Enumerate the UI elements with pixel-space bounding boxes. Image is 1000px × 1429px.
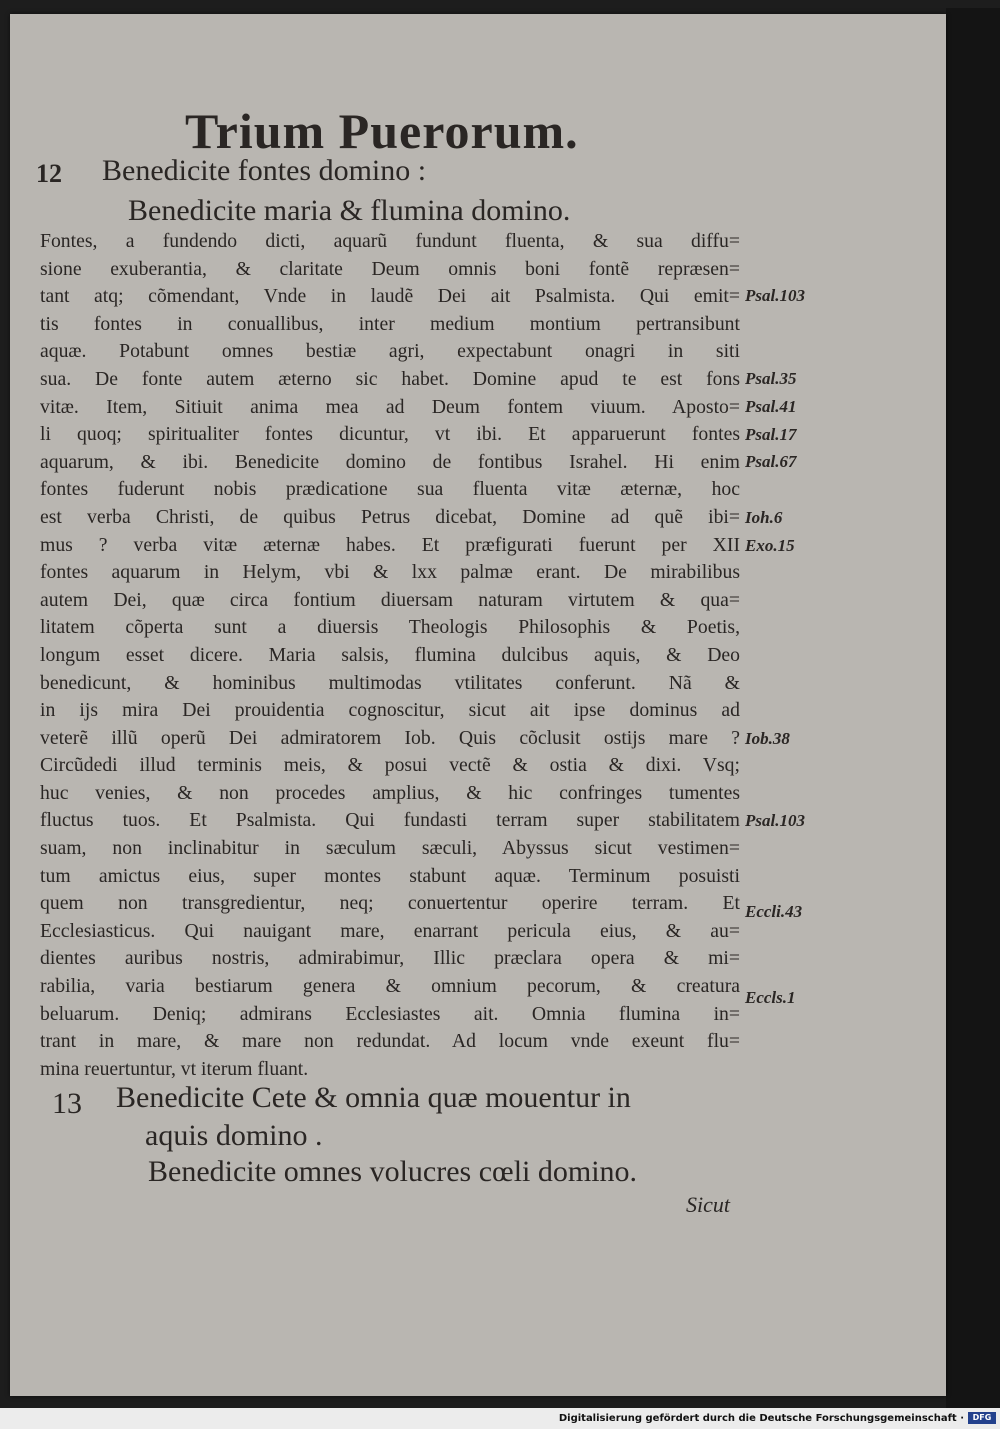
marginal-note: Eccls.1: [745, 988, 796, 1007]
commentary-line: suam, non inclinabitur in sæculum sæculi, Abyssus sicut vestimen=: [40, 837, 740, 860]
commentary-line: longum esset dicere. Maria salsis, flumina dulcibus aquis, & Deo: [40, 643, 740, 666]
commentary-line: Fontes, a fundendo dicti, aquarũ fundunt fluenta, & sua diffu=: [40, 230, 740, 252]
book-page: [10, 14, 946, 1396]
verse-12-line-2: Benedicite maria & flumina domino.: [128, 194, 571, 227]
commentary-line: in ijs mira Dei prouidentia cognoscitur, sicut ait ipse dominus ad: [40, 699, 740, 722]
commentary-line: trant in mare, & mare non redundat. Ad locum vnde exeunt flu=: [40, 1030, 740, 1053]
marginal-note: Psal.103: [745, 286, 805, 305]
commentary-line: vitæ. Item, Sitiuit anima mea ad Deum fontem viuum. Aposto=: [40, 395, 740, 418]
marginal-note: Psal.67: [745, 452, 797, 471]
marginal-note: Psal.35: [745, 369, 797, 388]
commentary-line: fontes aquarum in Helym, vbi & lxx palmæ erant. De mirabilibus: [40, 561, 740, 584]
marginal-note: Psal.17: [745, 425, 797, 444]
commentary-line: fluctus tuos. Et Psalmista. Qui fundasti terram super stabilitatem: [40, 809, 740, 832]
verse-13-line-3: Benedicite omnes volucres cœli domino.: [148, 1155, 638, 1188]
commentary-paragraph: [40, 228, 740, 1083]
dfg-logo: DFG: [968, 1412, 996, 1424]
marginal-note: Psal.103: [745, 811, 805, 830]
commentary-line: veterẽ illũ operũ Dei admiratorem Iob. Quis cõclusit ostijs mare ?: [40, 726, 740, 749]
catchword: Sicut: [686, 1192, 730, 1217]
commentary-line: tum amictus eius, super montes stabunt aquæ. Terminum posuisti: [40, 864, 740, 887]
commentary-line: rabilia, varia bestiarum genera & omnium pecorum, & creatura: [40, 975, 740, 998]
marginal-note: Exo.15: [745, 536, 795, 555]
commentary-line: Circũdedi illud terminis meis, & posui vectẽ & ostia & dixi. Vsq;: [40, 754, 740, 777]
marginal-note: Iob.38: [745, 729, 790, 748]
commentary-line: sione exuberantia, & claritate Deum omnis boni fontẽ repræsen=: [40, 257, 740, 280]
verse-13-line-1: Benedicite Cete & omnia quæ mouentur in: [116, 1081, 631, 1114]
verse-12-line-1: Benedicite fontes domino :: [102, 154, 427, 187]
commentary-line: tant atq; cõmendant, Vnde in laudẽ Dei ait Psalmista. Qui emit=: [40, 285, 740, 308]
commentary-line: sua. De fonte autem æterno sic habet. Domine apud te est fons: [40, 367, 740, 390]
commentary-line: tis fontes in conuallibus, inter medium montium pertransibunt: [40, 312, 740, 335]
digitization-footer: [0, 1408, 1000, 1429]
page-edge-shadow: [946, 8, 1000, 1408]
verse-number-12: 12: [36, 159, 62, 188]
marginal-note: Eccli.43: [745, 902, 803, 921]
commentary-line: beluarum. Deniq; admirans Ecclesiastes ait. Omnia flumina in=: [40, 1002, 740, 1025]
commentary-line: quem non transgredientur, neq; conuertentur operire terram. Et: [40, 892, 740, 915]
marginal-note: Psal.41: [745, 397, 797, 416]
commentary-line: est verba Christi, de quibus Petrus dicebat, Domine ad quẽ ibi=: [40, 505, 740, 528]
funding-credit: Digitalisierung gefördert durch die Deutsche Forschungsgemeinschaft ·: [558, 1413, 964, 1424]
commentary-line: benedicunt, & hominibus multimodas vtilitates conferunt. Nã &: [40, 671, 740, 694]
commentary-line: fontes fuderunt nobis prædicatione sua fluenta vitæ æternæ, hoc: [40, 478, 740, 501]
commentary-line: Ecclesiasticus. Qui nauigant mare, enarrant pericula eius, & au=: [40, 919, 740, 942]
commentary-line: li quoq; spiritualiter fontes dicuntur, vt ibi. Et apparuerunt fontes: [40, 423, 740, 446]
commentary-line: dientes auribus nostris, admirabimur, Illic præclara opera & mi=: [40, 947, 740, 970]
verse-number-13: 13: [52, 1087, 82, 1120]
commentary-line: litatem cõperta sunt a diuersis Theologis Philosophis & Poetis,: [40, 616, 740, 639]
commentary-line: autem Dei, quæ circa fontium diuersam naturam virtutem & qua=: [40, 588, 740, 611]
commentary-line: aquarum, & ibi. Benedicite domino de fontibus Israhel. Hi enim: [40, 450, 740, 473]
commentary-line: mina reuertuntur, vt iterum fluant.: [40, 1057, 309, 1080]
commentary-line: mus ? verba vitæ æternæ habes. Et præfigurati fuerunt per XII: [40, 533, 740, 556]
commentary-line: aquæ. Potabunt omnes bestiæ agri, expectabunt onagri in siti: [40, 340, 740, 363]
marginal-note: Ioh.6: [745, 508, 783, 527]
commentary-line: huc venies, & non procedes amplius, & hic confringes tumentes: [40, 781, 740, 804]
verse-13-line-2: aquis domino .: [145, 1119, 323, 1152]
running-title: Trium Puerorum.: [185, 103, 579, 159]
